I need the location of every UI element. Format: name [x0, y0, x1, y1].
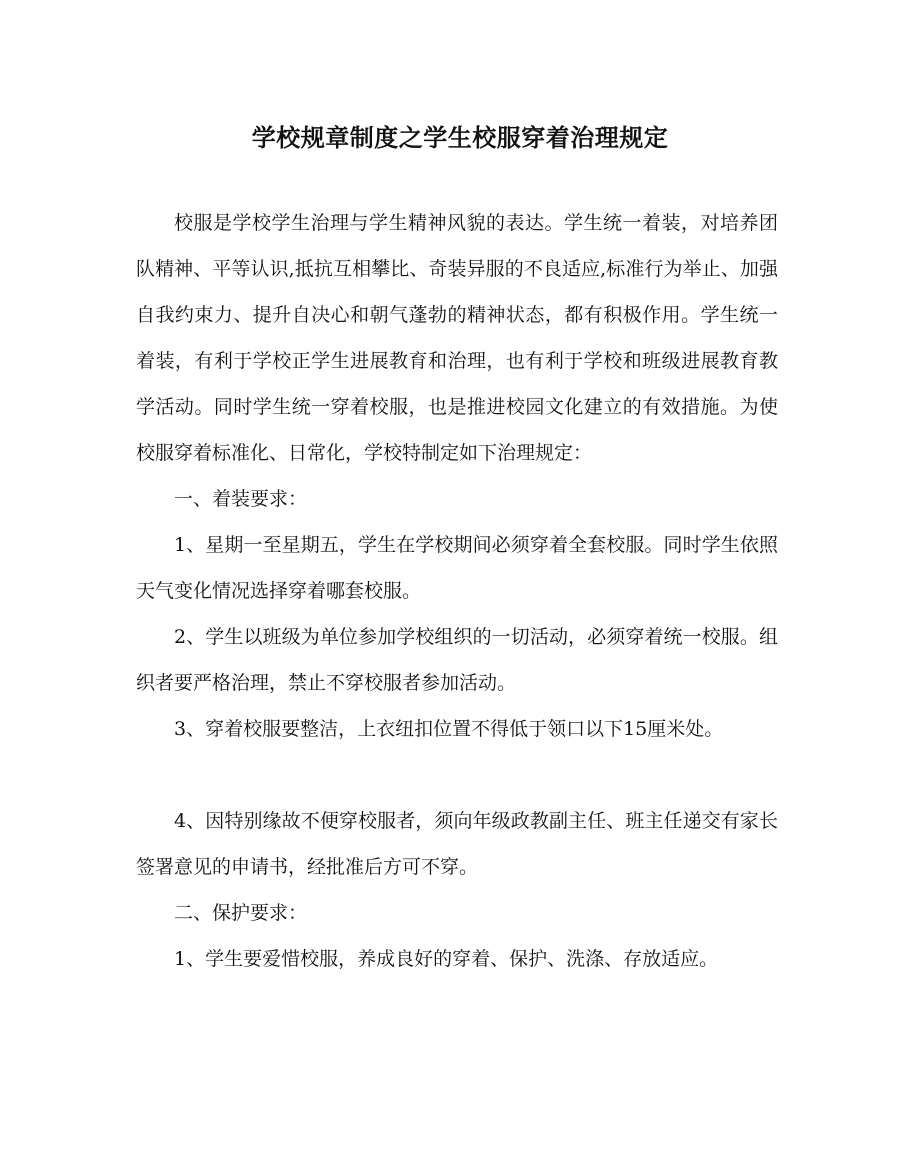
- rule-4-paragraph: 4、因特别缘故不便穿校服者，须向年级政教副主任、班主任递交有家长签署意见的申请书，经批准后方可不穿。: [136, 810, 778, 878]
- intro-paragraph: 校服是学校学生治理与学生精神风貌的表达。学生统一着装，对培养团队精神、平等认识,抵抗互相攀比、奇装异服的不良适应,标准行为举止、加强自我约束力、提升自决心和朝气蓬勃的精神状态，都有积极作用。学生统一着装，有利于学校正学生进展教育和治理，也有利于学校和班级进展教育教学活动。同时学生统一穿着校服，也是推进校园文化建立的有效措施。为使校服穿着标准化、日常化，学校特制定如下治理规定：: [136, 212, 778, 464]
- rule-2-paragraph: 2、学生以班级为单位参加学校组织的一切活动，必须穿着统一校服。组织者要严格治理，禁止不穿校服者参加活动。: [136, 626, 778, 694]
- section-heading-dress-requirements: 一、着装要求：: [174, 488, 308, 510]
- rule-3-paragraph: 3、穿着校服要整洁，上衣纽扣位置不得低于领口以下15厘米处。: [174, 718, 724, 740]
- care-rule-1-paragraph: 1、学生要爱惜校服，养成良好的穿着、保护、洗涤、存放适应。: [174, 948, 719, 970]
- rule-1-paragraph: 1、星期一至星期五，学生在学校期间必须穿着全套校服。同时学生依照天气变化情况选择穿着哪套校服。: [136, 534, 778, 602]
- document-body: [136, 200, 778, 982]
- blank-line: [136, 752, 778, 798]
- section-heading-care-requirements: 二、保护要求：: [174, 902, 308, 924]
- document-title: 学校规章制度之学生校服穿着治理规定: [251, 123, 669, 152]
